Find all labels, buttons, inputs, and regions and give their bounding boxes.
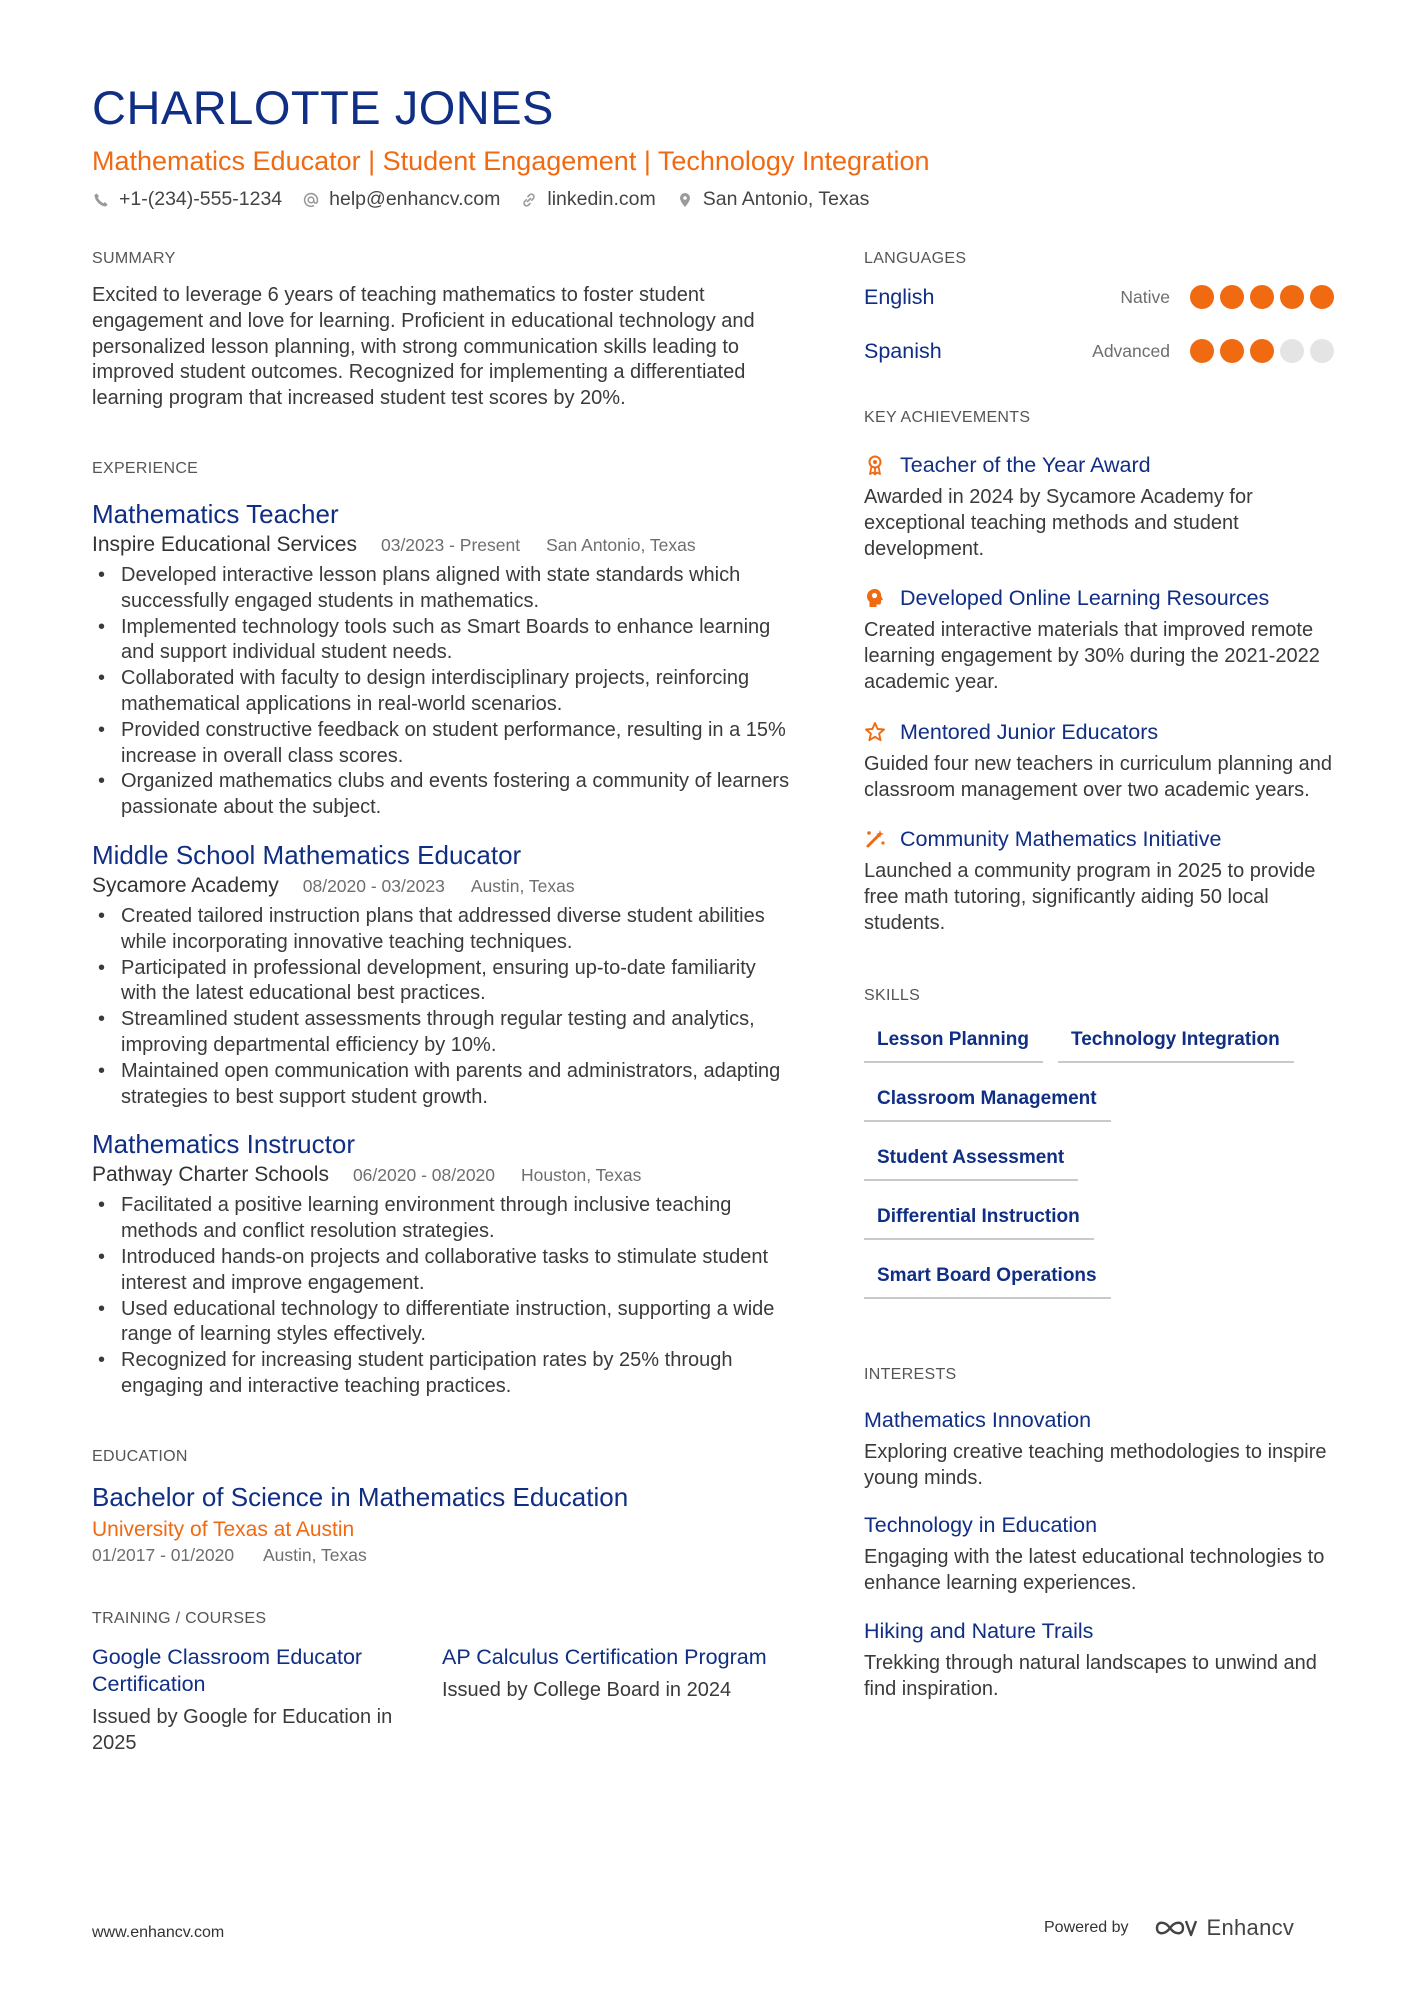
achievement-item [864, 451, 1334, 562]
languages-heading: LANGUAGES [864, 250, 967, 267]
education-section [92, 1446, 792, 1566]
language-rating [1184, 285, 1334, 309]
star-icon [864, 721, 886, 743]
interests-section [864, 1364, 1334, 1703]
magic-wand-icon [864, 828, 886, 850]
training-title: Google Classroom Educator Certification [92, 1644, 363, 1696]
job-bullets [92, 563, 792, 821]
job-company: Pathway Charter Schools [92, 1163, 329, 1187]
interest-item [864, 1511, 1334, 1597]
job-location: Houston, Texas [521, 1165, 642, 1186]
summary-section [92, 248, 792, 412]
skill-tag: Technology Integration [1058, 1021, 1294, 1063]
training-desc: Issued by Google for Education in 2025 [92, 1705, 393, 1754]
interest-title: Hiking and Nature Trails [864, 1618, 1094, 1643]
contact-email-text: help@enhancv.com [329, 188, 501, 210]
rating-dot-filled [1220, 285, 1244, 309]
training-title: AP Calculus Certification Program [442, 1644, 767, 1669]
rating-dot-filled [1190, 339, 1214, 363]
education-heading: EDUCATION [92, 1447, 188, 1465]
achievement-head [864, 825, 1334, 853]
rating-dot-empty [1280, 339, 1304, 363]
job-bullet: • Recognized for increasing student participation rates by 25% through engaging and interactive teaching practices. [92, 1348, 792, 1400]
training-item [442, 1644, 792, 1756]
education-meta [92, 1545, 792, 1566]
job-title: Mathematics Teacher [92, 498, 339, 529]
job-dates: 08/2020 - 03/2023 [302, 875, 445, 896]
job-meta [92, 874, 792, 898]
brand-name: Enhancv [1206, 1915, 1295, 1940]
rating-dot-filled [1190, 285, 1214, 309]
contact-bar [92, 188, 1322, 211]
job-entry [92, 498, 792, 821]
interest-title: Technology in Education [864, 1513, 1098, 1538]
powered-by-label: Powered by [1044, 1919, 1129, 1936]
job-bullet: • Created tailored instruction plans that addressed diverse student abilities while incorporating innovative teaching techniques. [92, 904, 792, 956]
achievement-item [864, 584, 1334, 695]
job-location: Austin, Texas [470, 875, 575, 896]
job-meta [92, 1163, 792, 1187]
location-pin-icon [676, 191, 694, 209]
job-bullet: • Participated in professional development, ensuring up-to-date familiarity with the latest educational best practices. [92, 956, 792, 1008]
job-bullet: • Facilitated a positive learning environment through inclusive teaching methods and conflict resolution strategies. [92, 1193, 792, 1245]
achievement-title: Community Mathematics Initiative [900, 827, 1222, 852]
job-company: Sycamore Academy [92, 873, 279, 897]
language-level: Native [1120, 286, 1170, 307]
achievement-head [864, 451, 1334, 479]
skills-heading: SKILLS [864, 986, 921, 1004]
contact-location [676, 188, 870, 211]
rating-dot-filled [1310, 285, 1334, 309]
skills-list [864, 1021, 1334, 1316]
summary-text: Excited to leverage 6 years of teaching mathematics to foster student engagement and love for learning. Proficient in educational technology and personalized lesson planning, with strong communication skills leading to improved student outcomes. Recognized for implementing a differentiated learning program that increased student test scores by 20%. [92, 284, 755, 410]
achievements-heading: KEY ACHIEVEMENTS [864, 409, 1031, 426]
education-location: Austin, Texas [262, 1544, 367, 1565]
skill-tag: Lesson Planning [864, 1021, 1043, 1063]
achievement-head [864, 718, 1334, 746]
language-row [864, 283, 1334, 311]
contact-linkedin[interactable] [520, 188, 655, 211]
training-grid [92, 1644, 792, 1756]
job-bullet: • Organized mathematics clubs and events fostering a community of learners passionate about the subject. [92, 769, 792, 821]
language-row [864, 337, 1334, 365]
job-bullet: • Maintained open communication with parents and administrators, adapting strategies to best support student growth. [92, 1059, 792, 1111]
footer-branding [1044, 1915, 1294, 1941]
interest-desc: Exploring creative teaching methodologies to inspire young minds. [864, 1440, 1327, 1489]
interest-desc: Trekking through natural landscapes to unwind and find inspiration. [864, 1651, 1317, 1700]
interests-heading: INTERESTS [864, 1365, 957, 1383]
training-section [92, 1608, 792, 1756]
job-meta [92, 533, 792, 557]
achievement-desc: Awarded in 2024 by Sycamore Academy for exceptional teaching methods and student development. [864, 486, 1253, 560]
achievement-head [864, 584, 1334, 612]
job-bullet: • Collaborated with faculty to design interdisciplinary projects, reinforcing mathematical applications in real-world scenarios. [92, 666, 792, 718]
experience-section [92, 458, 792, 1400]
training-item [92, 1644, 442, 1756]
job-company: Inspire Educational Services [92, 532, 357, 556]
education-school: University of Texas at Austin [92, 1517, 355, 1541]
head-lightbulb-icon [864, 587, 886, 609]
contact-phone-text: +1-(234)-555-1234 [119, 188, 283, 210]
job-bullet: • Used educational technology to differentiate instruction, supporting a wide range of learning styles effectively. [92, 1297, 792, 1349]
training-desc: Issued by College Board in 2024 [442, 1678, 732, 1701]
resume-header [92, 80, 1322, 211]
achievement-desc: Launched a community program in 2025 to provide free math tutoring, significantly aiding 50 local students. [864, 860, 1316, 934]
training-heading: TRAINING / COURSES [92, 1609, 267, 1627]
achievement-title: Mentored Junior Educators [900, 719, 1159, 744]
education-dates: 01/2017 - 01/2020 [92, 1544, 235, 1565]
skill-tag: Differential Instruction [864, 1198, 1094, 1240]
skill-tag: Classroom Management [864, 1080, 1111, 1122]
language-rating [1184, 339, 1334, 363]
summary-heading: SUMMARY [92, 250, 176, 267]
achievement-title: Teacher of the Year Award [900, 453, 1151, 477]
achievement-item [864, 718, 1334, 804]
contact-phone[interactable] [92, 188, 282, 211]
footer-website[interactable]: www.enhancv.com [92, 1924, 225, 1941]
job-entry [92, 839, 792, 1110]
interest-desc: Engaging with the latest educational technologies to enhance learning experiences. [864, 1546, 1325, 1595]
job-bullet: • Developed interactive lesson plans aligned with state standards which successfully engaged students in mathematics. [92, 563, 792, 615]
candidate-name: CHARLOTTE JONES [92, 81, 554, 134]
job-bullets [92, 1193, 792, 1399]
job-bullet: • Provided constructive feedback on student performance, resulting in a 15% increase in overall class scores. [92, 718, 792, 770]
phone-icon [92, 191, 110, 209]
language-name: Spanish [864, 338, 942, 363]
rating-dot-empty [1310, 339, 1334, 363]
job-bullet: • Introduced hands-on projects and collaborative tasks to stimulate student interest and improve engagement. [92, 1245, 792, 1297]
candidate-tagline: Mathematics Educator | Student Engagement | Technology Integration [92, 146, 930, 176]
skill-tag: Student Assessment [864, 1139, 1078, 1181]
at-icon [302, 191, 320, 209]
job-bullet: • Streamlined student assessments through regular testing and analytics, improving departmental efficiency by 10%. [92, 1007, 792, 1059]
interest-title: Mathematics Innovation [864, 1407, 1092, 1432]
contact-email[interactable] [302, 188, 500, 211]
enhancv-logo[interactable] [1153, 1915, 1295, 1941]
left-column [92, 248, 792, 1756]
rating-dot-filled [1250, 339, 1274, 363]
achievement-title: Developed Online Learning Resources [900, 586, 1270, 611]
award-ribbon-icon [864, 454, 886, 476]
job-location: San Antonio, Texas [546, 534, 696, 555]
job-entry [92, 1128, 792, 1399]
enhancv-logo-icon [1153, 1915, 1199, 1941]
experience-heading: EXPERIENCE [92, 459, 199, 477]
languages-section [864, 248, 1334, 365]
rating-dot-filled [1250, 285, 1274, 309]
job-dates: 03/2023 - Present [380, 534, 521, 555]
achievements-section [864, 407, 1334, 937]
achievement-desc: Guided four new teachers in curriculum planning and classroom management over two academic years. [864, 752, 1333, 801]
job-dates: 06/2020 - 08/2020 [352, 1165, 496, 1186]
contact-linkedin-text: linkedin.com [547, 188, 656, 210]
contact-location-text: San Antonio, Texas [702, 188, 870, 210]
right-column [864, 248, 1334, 1703]
interest-item [864, 1406, 1334, 1492]
job-bullets [92, 904, 792, 1110]
link-icon [520, 191, 538, 209]
skill-tag: Smart Board Operations [864, 1257, 1111, 1299]
interest-item [864, 1617, 1334, 1703]
job-title: Middle School Mathematics Educator [92, 839, 522, 870]
achievement-desc: Created interactive materials that improved remote learning engagement by 30% during the 2021-2022 academic year. [864, 619, 1320, 693]
rating-dot-filled [1220, 339, 1244, 363]
education-degree: Bachelor of Science in Mathematics Education [92, 1481, 629, 1512]
job-title: Mathematics Instructor [92, 1129, 355, 1160]
language-name: English [864, 284, 935, 309]
rating-dot-filled [1280, 285, 1304, 309]
skills-section [864, 985, 1334, 1316]
language-level: Advanced [1092, 340, 1170, 361]
achievement-item [864, 825, 1334, 936]
job-bullet: • Implemented technology tools such as Smart Boards to enhance learning and support individual student needs. [92, 615, 792, 667]
